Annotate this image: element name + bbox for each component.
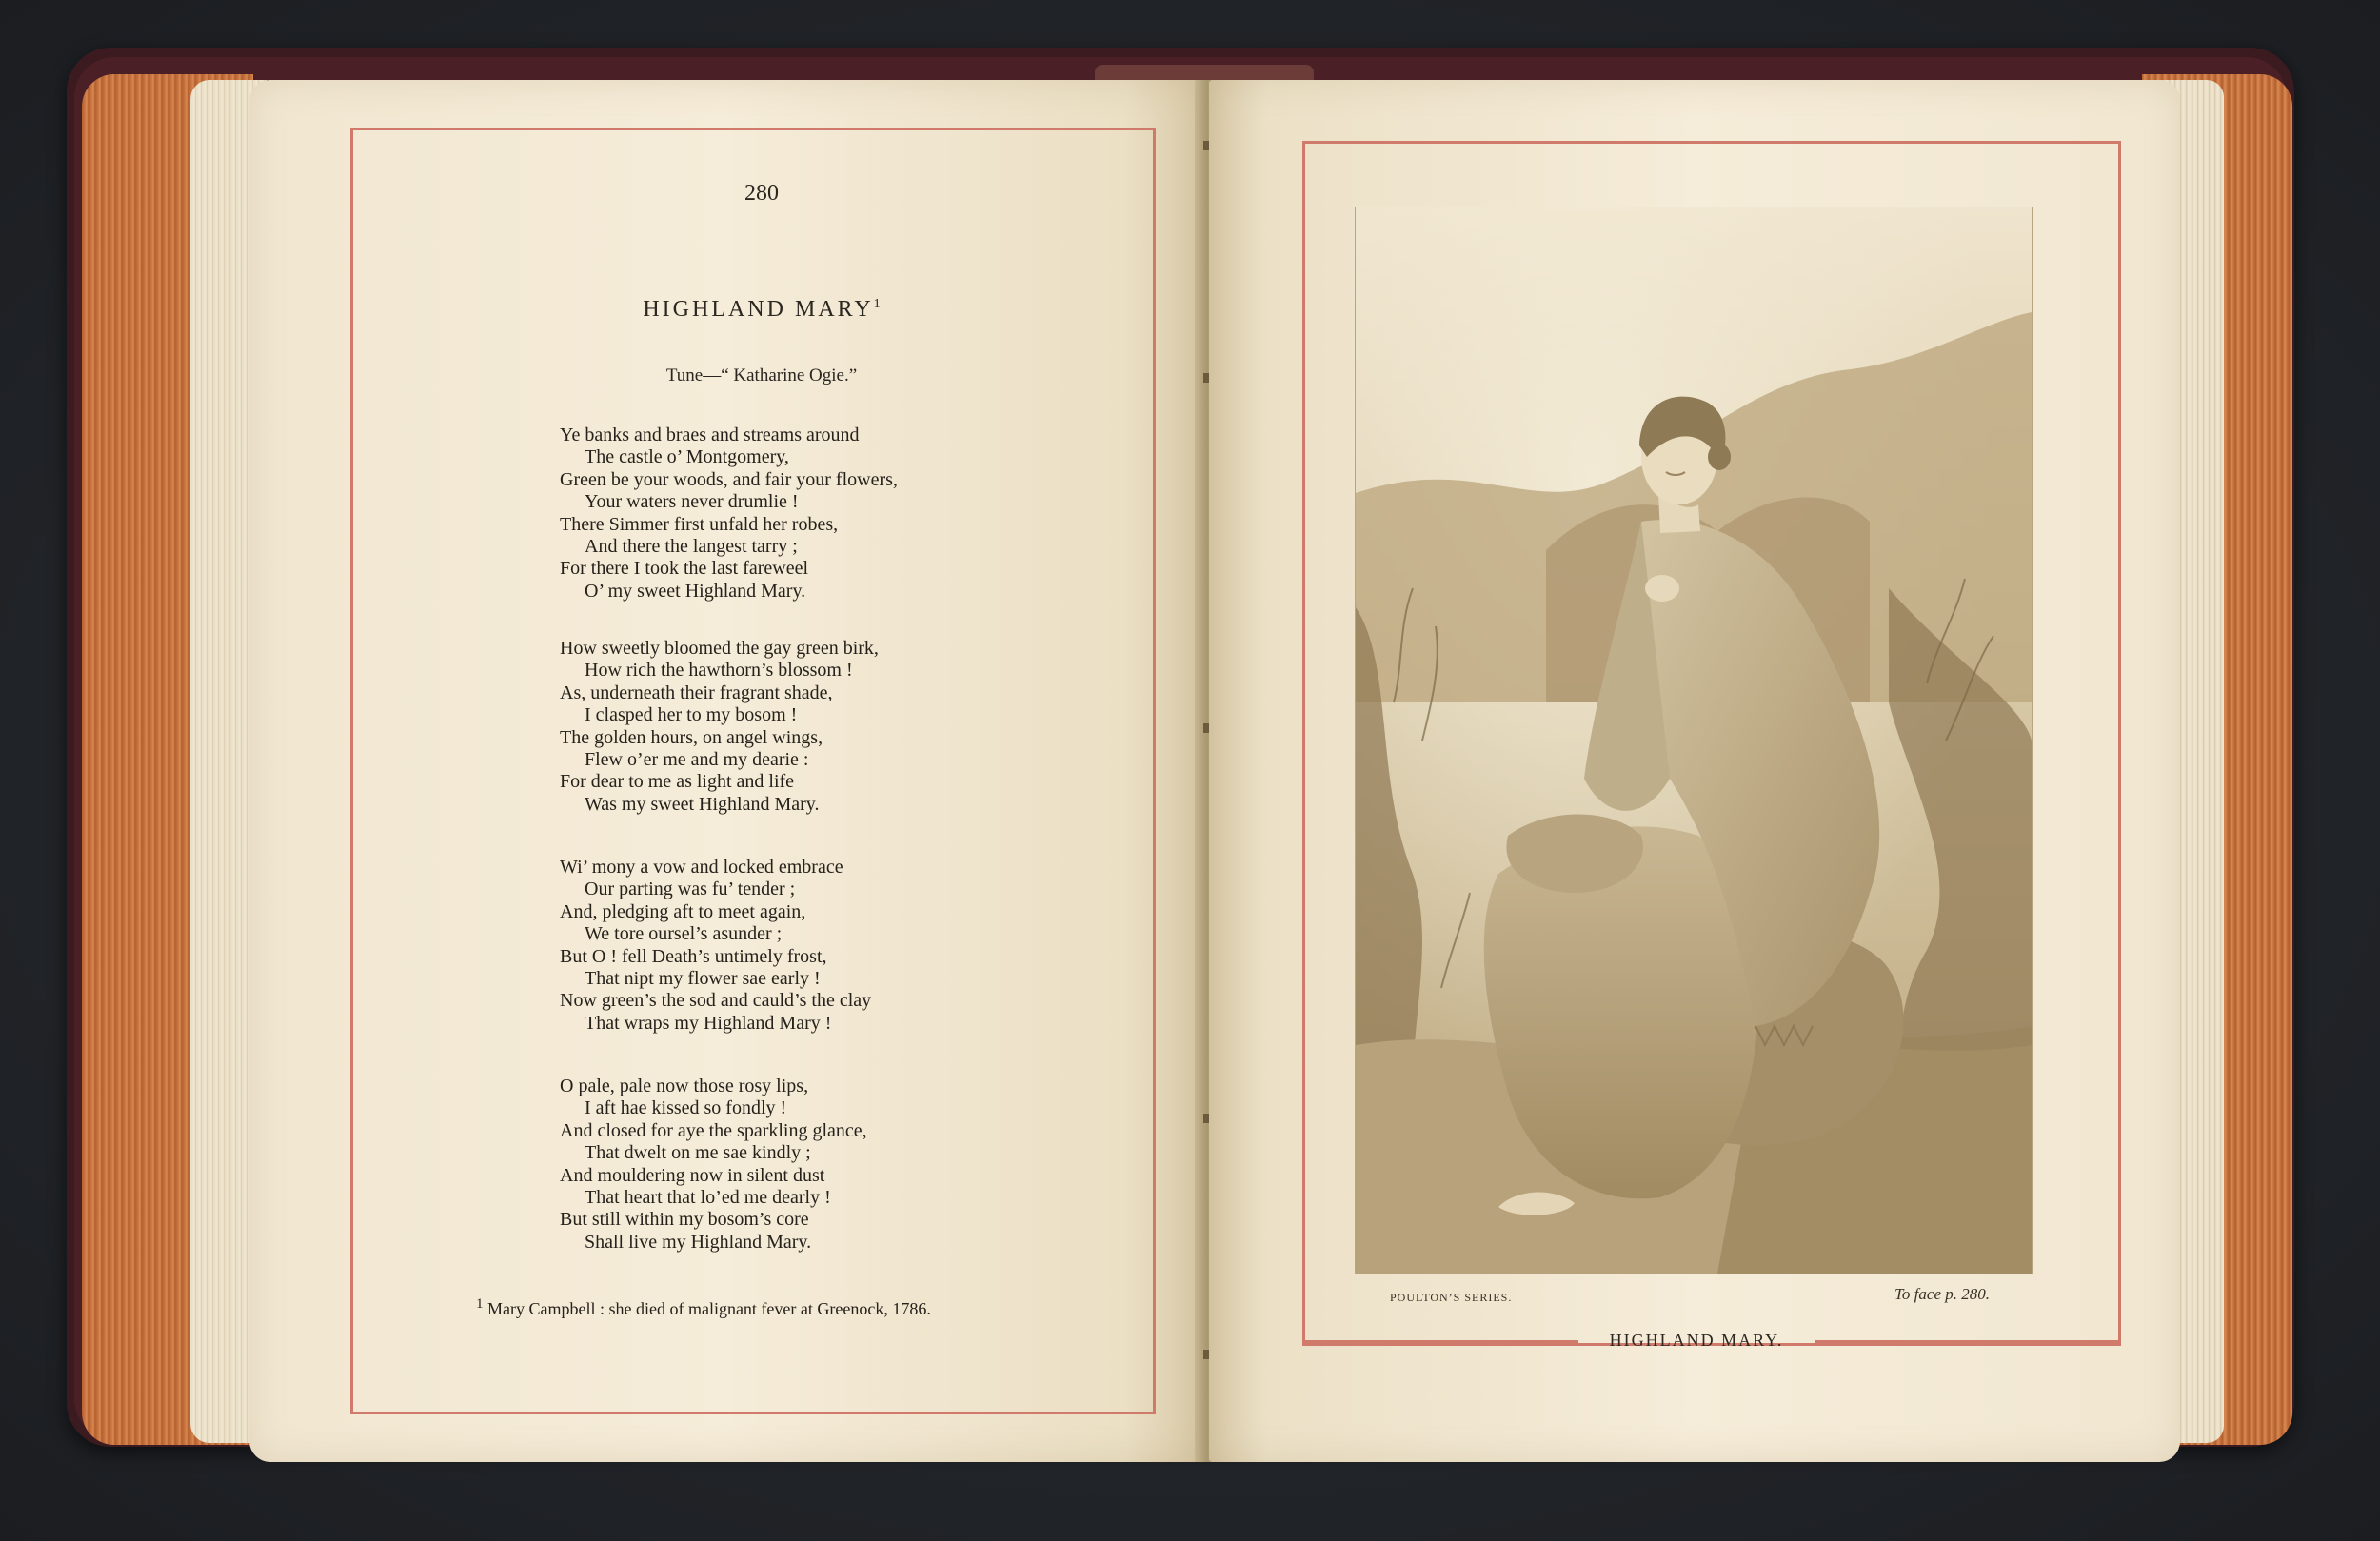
poem-line: And mouldering now in silent dust (560, 1164, 825, 1186)
poem-line: Your waters never drumlie ! (585, 491, 799, 513)
poem-line: And closed for aye the sparkling glance, (560, 1119, 867, 1141)
poem-line: The castle o’ Montgomery, (585, 446, 789, 468)
stanza (560, 857, 1150, 1035)
poem-line: Flew o’er me and my dearie : (585, 748, 809, 770)
poem-line: For there I took the last fareweel (560, 558, 809, 580)
caption-rule-left (1302, 1340, 1578, 1343)
footnote (476, 1296, 1161, 1319)
poem-line: Wi’ mony a vow and locked embrace (560, 857, 843, 878)
poem-line: That heart that lo’ed me dearly ! (585, 1186, 831, 1208)
poem-line: And there the langest tarry ; (585, 535, 798, 557)
page-number: 280 (744, 181, 779, 206)
poem-line: As, underneath their fragrant shade, (560, 682, 833, 703)
poem-line: I aft hae kissed so fondly ! (585, 1097, 787, 1119)
photographic-plate (1356, 207, 2032, 1274)
stanza (560, 425, 1150, 603)
poem-line: How rich the hawthorn’s blossom ! (585, 660, 853, 682)
poem-line: Was my sweet Highland Mary. (585, 793, 820, 815)
plate-illustration (1356, 207, 2032, 1274)
poem-line: That wraps my Highland Mary ! (585, 1012, 832, 1034)
poem-line: But O ! fell Death’s untimely frost, (560, 945, 827, 967)
poem-line: Shall live my Highland Mary. (585, 1231, 812, 1253)
poem-line: That dwelt on me sae kindly ; (585, 1142, 811, 1164)
stanza (560, 1076, 1150, 1254)
poem-line: Green be your woods, and fair your flowers, (560, 468, 898, 490)
poem-line: O’ my sweet Highland Mary. (585, 580, 806, 602)
poem-line: How sweetly bloomed the gay green birk, (560, 638, 879, 659)
poem-line: I clasped her to my bosom ! (585, 704, 798, 726)
plate-facing-note: To face p. 280. (1894, 1285, 1990, 1303)
poem-line: Our parting was fu’ tender ; (585, 879, 796, 900)
plate-credit: POULTON’S SERIES. (1390, 1291, 1513, 1304)
footnote-mark: 1 (476, 1296, 484, 1312)
poem-line: Now green’s the sod and cauld’s the clay (560, 990, 872, 1012)
poem-line: For dear to me as light and life (560, 771, 795, 793)
poem-line: The golden hours, on angel wings, (560, 726, 823, 748)
poem-line: O pale, pale now those rosy lips, (560, 1076, 809, 1096)
poem-line: And, pledging aft to meet again, (560, 900, 806, 922)
poem-line: We tore oursel’s asunder ; (585, 923, 783, 945)
poem-tune: Tune—“ Katharine Ogie.” (665, 365, 858, 385)
poem-line: Ye banks and braes and streams around (560, 425, 860, 445)
poem-title (533, 297, 990, 323)
stanza (560, 638, 1150, 816)
caption-rule-right (1815, 1340, 2118, 1343)
title-footnote-mark: 1 (873, 297, 881, 311)
plate-caption: HIGHLAND MARY. (1609, 1331, 1784, 1350)
poem-line: That nipt my flower sae early ! (585, 967, 821, 989)
poem-line: There Simmer first unfald her robes, (560, 513, 839, 535)
poem-title-text: HIGHLAND MARY (643, 297, 874, 322)
poem-line: But still within my bosom’s core (560, 1209, 809, 1231)
footnote-text: Mary Campbell : she died of malignant fever at Greenock, 1786. (487, 1299, 931, 1318)
